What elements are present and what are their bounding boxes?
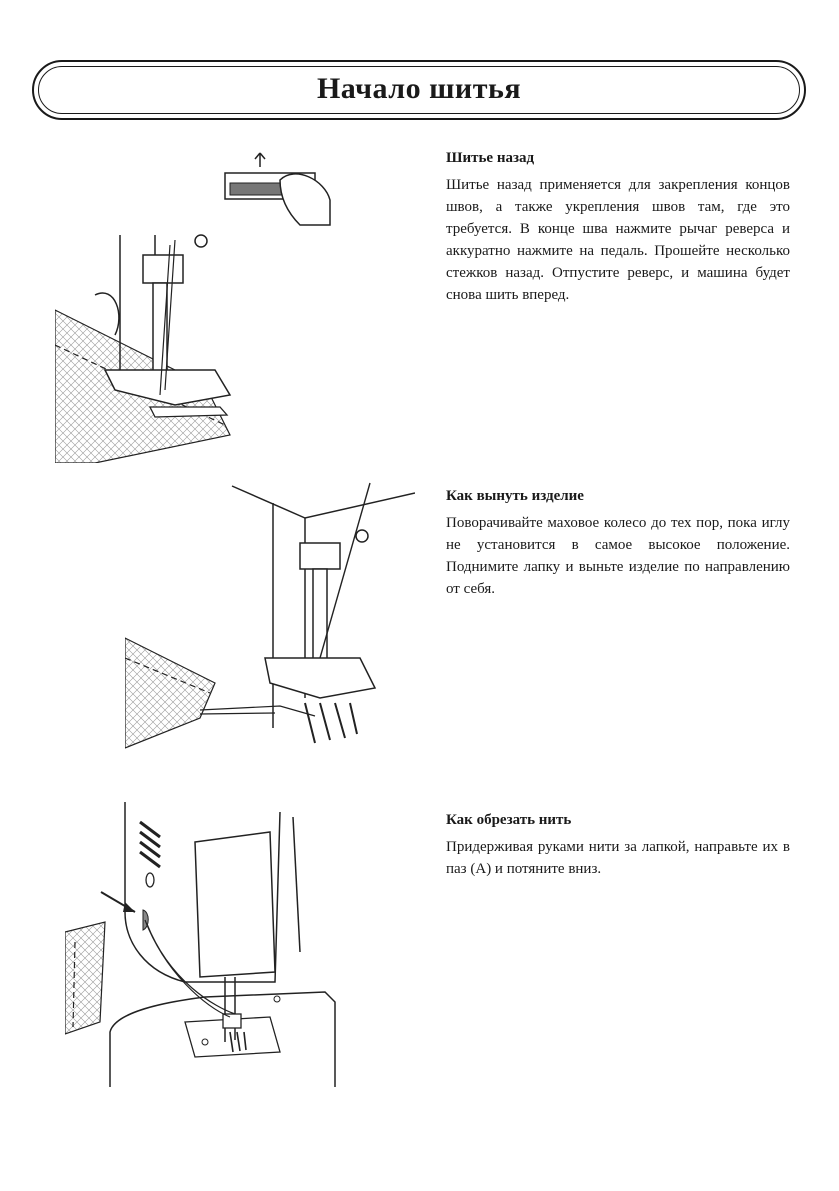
reverse-sewing-illustration (55, 145, 355, 463)
section-cut-thread (0, 802, 839, 1102)
remove-work-illustration (125, 478, 415, 753)
section-heading: Как обрезать нить (446, 812, 572, 828)
remove-work-text (446, 486, 790, 600)
title-banner (32, 60, 806, 120)
page-title: Начало шитья (316, 72, 522, 105)
section-body: Придерживая руками нити за лапкой, направьте их в паз (А) и потяните вниз. (446, 839, 790, 877)
section-remove-work (0, 478, 839, 758)
section-heading: Шитье назад (446, 150, 535, 166)
cut-thread-illustration (65, 802, 340, 1094)
section-heading: Как вынуть изделие (446, 488, 584, 504)
reverse-sewing-text (446, 148, 790, 306)
section-body: Поворачивайте маховое колесо до тех пор, пока иглу не установится в самое высокое положение. Поднимите лапку и выньте изделие по направлению от себя. (446, 515, 790, 597)
section-reverse-sewing (0, 140, 839, 470)
cut-thread-text (446, 810, 790, 880)
section-body: Шитье назад применяется для закрепления концов швов, а также укрепления швов там, где это требуется. В конце шва нажмите рычаг реверса и аккуратно нажмите на педаль. Прошейте несколько стежков назад. Отпустите реверс, и машина будет снова шить вперед. (446, 177, 790, 303)
